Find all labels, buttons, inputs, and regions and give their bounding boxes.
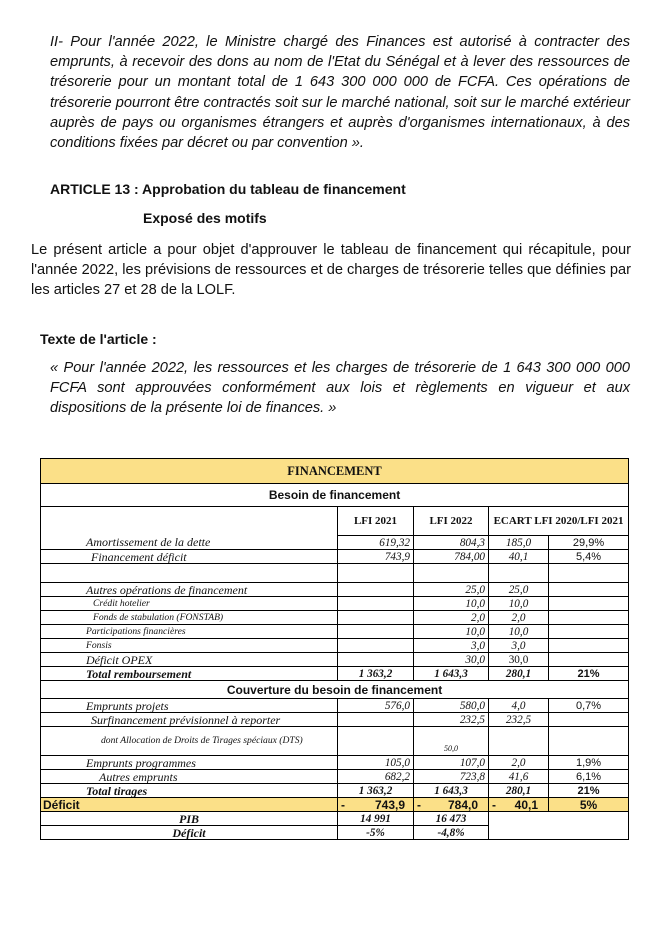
table-row-spacer bbox=[41, 564, 629, 583]
deficit-pct-row: Déficit -5% -4,8% bbox=[41, 826, 629, 840]
article-title: ARTICLE 13 : Approbation du tableau de financement bbox=[50, 181, 406, 197]
expose-text: Le présent article a pour objet d'approuver le tableau de financement qui récapitule, pour l'année 2022, les prévisions de ressources et de charges de trésorerie telles que définies par les articles 27 et 28 de la LOLF. bbox=[31, 242, 631, 299]
header-lfi2021: LFI 2021 bbox=[338, 507, 414, 536]
section-couverture: Couverture du besoin de financement bbox=[41, 681, 629, 699]
table-row: Emprunts programmes 105,0 107,0 2,0 1,9% bbox=[41, 756, 629, 770]
texte-heading: Texte de l'article : bbox=[40, 331, 157, 347]
table-row: Déficit OPEX 30,0 30,0 bbox=[41, 653, 629, 667]
table-row: Participations financières 10,0 10,0 bbox=[41, 625, 629, 639]
table-row: Surfinancement prévisionnel à reporter 232,5 232,5 bbox=[41, 713, 629, 727]
table-row: Financement déficit 743,9 784,00 40,1 5,4% bbox=[41, 550, 629, 564]
texte-body: « Pour l'année 2022, les ressources et les charges de trésorerie de 1 643 300 000 000 FCFA sont approuvées conformément aux lois et règlements en vigueur et aux dispositions de la présente loi de finances. » bbox=[50, 360, 630, 417]
section-row bbox=[41, 681, 629, 699]
header-row bbox=[41, 507, 629, 536]
header-lfi2022: LFI 2022 bbox=[414, 507, 489, 536]
total-tirages-row: Total tirages 1 363,2 1 643,3 280,1 21% bbox=[41, 784, 629, 798]
section-besoin: Besoin de financement bbox=[41, 484, 629, 507]
table-row: Autres emprunts 682,2 723,8 41,6 6,1% bbox=[41, 770, 629, 784]
expose-heading: Exposé des motifs bbox=[143, 210, 267, 226]
table-title: FINANCEMENT bbox=[41, 459, 629, 484]
table-row: Crédit hotelier 10,0 10,0 bbox=[41, 597, 629, 611]
table-row: Autres opérations de financement 25,0 25,0 bbox=[41, 583, 629, 597]
pib-row: PIB 14 991 16 473 bbox=[41, 812, 629, 826]
table-row: dont Allocation de Droits de Tirages spéciaux (DTS) 50,0 bbox=[41, 727, 629, 756]
table-row: Fonds de stabulation (FONSTAB) 2,0 2,0 bbox=[41, 611, 629, 625]
table-row: Amortissement de la dette 619,32 804,3 185,0 29,9% bbox=[41, 536, 629, 550]
financement-table bbox=[40, 458, 629, 840]
section-row bbox=[41, 484, 629, 507]
intro-paragraph: II- Pour l'année 2022, le Ministre chargé des Finances est autorisé à contracter des emprunts, à recevoir des dons au nom de l'Etat du Sénégal et à lever des ressources de trésorerie pour un montant total de 1 643 300 000 000 de FCFA. Ces opérations de trésorerie pourront être contractés soit sur le marché national, soit sur le marché extérieur auprès de pays ou organismes étrangers et auprès d'organismes internationaux, à des conditions fixées par décret ou par convention ». bbox=[50, 34, 630, 152]
header-ecart: ECART LFI 2020/LFI 2021 bbox=[489, 507, 629, 536]
total-remboursement-row: Total remboursement 1 363,2 1 643,3 280,1 21% bbox=[41, 667, 629, 681]
deficit-row: Déficit - 743,9 - 784,0 - 40,1 5% bbox=[41, 798, 629, 812]
table-row: Emprunts projets 576,0 580,0 4,0 0,7% bbox=[41, 699, 629, 713]
table-title-row bbox=[41, 459, 629, 484]
table-row: Fonsis 3,0 3,0 bbox=[41, 639, 629, 653]
